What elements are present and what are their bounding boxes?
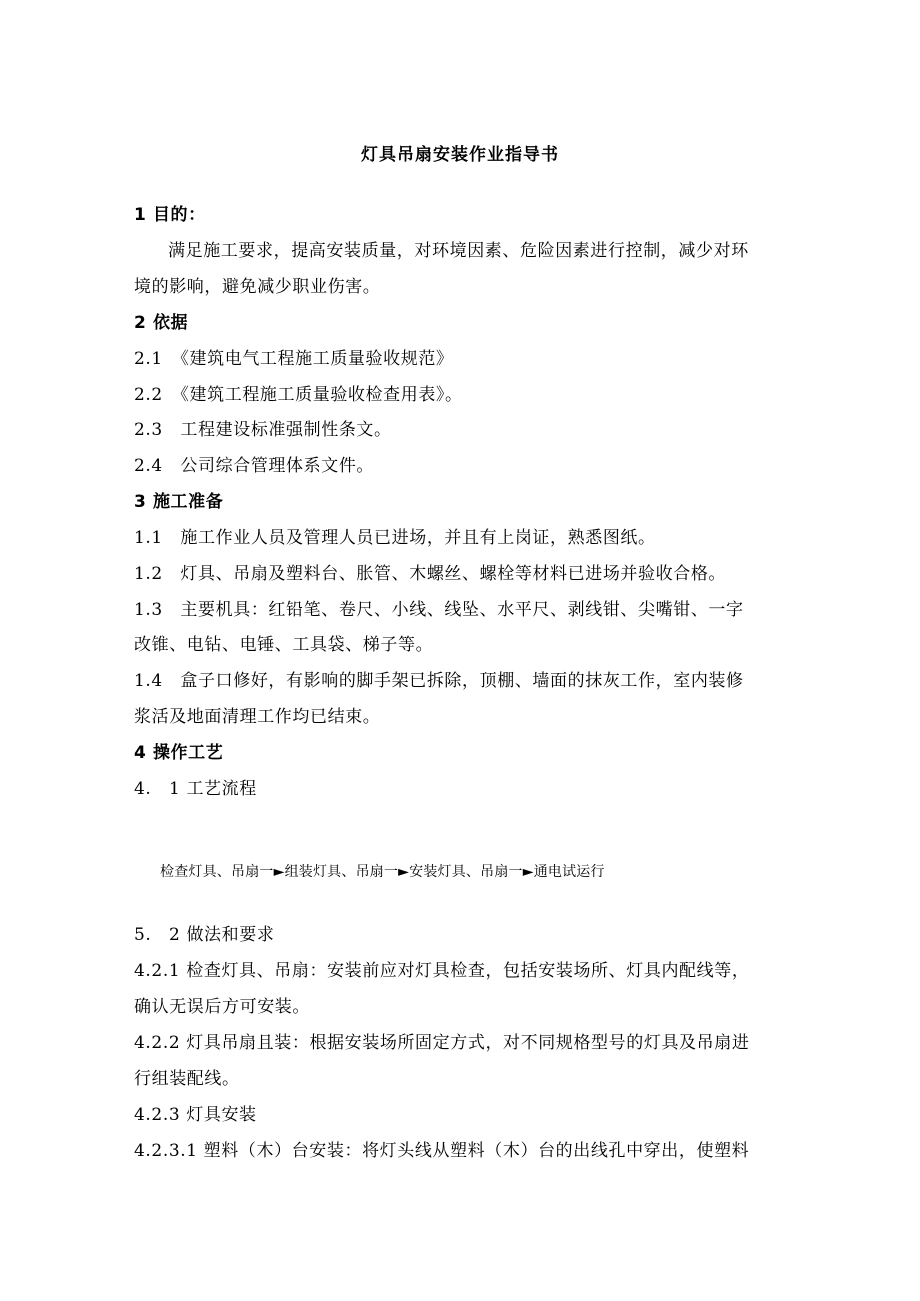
body-line: 4.2.2 灯具吊扇且装：根据安装场所固定方式，对不同规格型号的灯具及吊扇进 [134,1033,750,1053]
section-2-item: 2.1 《建筑电气工程施工质量验收规范》 [134,349,454,369]
section-2-heading: 2 依据 [134,313,189,333]
document-title: 灯具吊扇安装作业指导书 [361,145,559,165]
body-line: 4.2.3 灯具安装 [134,1105,257,1125]
subsection-4-1-heading: 4. 1 工艺流程 [134,779,257,799]
section-1-heading: 1 目的： [134,205,206,225]
section-1-paragraph-line-1: 满足施工要求，提高安装质量，对环境因素、危险因素进行控制，减少对环 [168,241,749,261]
section-3-item: 1.2 灯具、吊扇及塑料台、胀管、木螺丝、螺栓等材料已进场并验收合格。 [134,564,727,584]
section-3-heading: 3 施工准备 [134,492,224,512]
section-2-item: 2.3 工程建设标准强制性条文。 [134,420,392,440]
section-3-item-continued: 浆活及地面清理工作均已结束。 [134,707,381,727]
section-2-item: 2.2 《建筑工程施工质量验收检查用表》。 [134,385,463,405]
section-3-item: 1.1 施工作业人员及管理人员已进场，并且有上岗证，熟悉图纸。 [134,528,656,548]
body-line: 行组装配线。 [134,1069,240,1089]
section-3-item: 1.4 盒子口修好，有影响的脚手架已拆除，顶棚、墙面的抹灰工作，室内装修 [134,671,744,691]
body-line: 4.2.3.1 塑料（木）台安装：将灯头线从塑料（木）台的出线孔中穿出，使塑料 [134,1141,750,1161]
process-flow: 检查灯具、吊扇一►组装灯具、吊扇一►安装灯具、吊扇一►通电试运行 [160,864,605,880]
subsection-4-2-heading: 5. 2 做法和要求 [134,925,275,945]
section-3-item: 1.3 主要机具：红铅笔、卷尺、小线、线坠、水平尺、剥线钳、尖嘴钳、一字 [134,600,744,620]
body-line: 确认无误后方可安装。 [134,997,310,1017]
body-line: 4.2.1 检查灯具、吊扇：安装前应对灯具检查，包括安装场所、灯具内配线等， [134,961,750,981]
section-4-heading: 4 操作工艺 [134,743,224,763]
section-1-paragraph-line-2: 境的影响，避免减少职业伤害。 [134,277,381,297]
section-2-item: 2.4 公司综合管理体系文件。 [134,456,375,476]
section-3-item-continued: 改锥、电钻、电锤、工具袋、梯子等。 [134,635,434,655]
